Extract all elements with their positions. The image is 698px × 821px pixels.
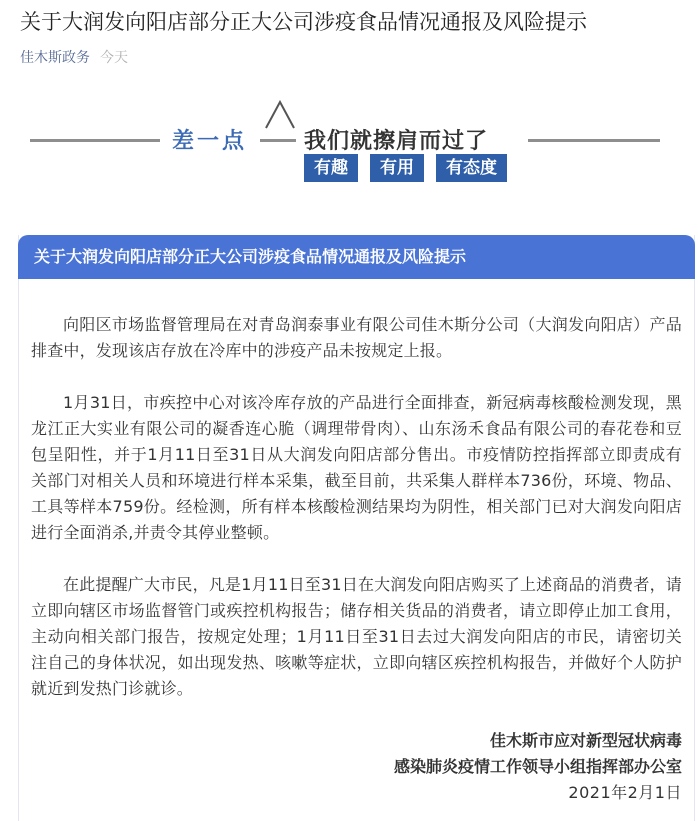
notice-paragraph-3: 在此提醒广大市民，凡是1月11日至31日在大润发向阳店购买了上述商品的消费者，请立即向辖区市场监督管门或疾控机构报告；储存相关货品的消费者，请立即停止加工食用，主动向相关部门报告，按规定处理；1月11日至31日去过大润发向阳店的市民，请密切关注自己的身体状况，如出现发热、咳嗽等症状，立即向辖区疾控机构报告，并做好个人防护就近到发热门诊就诊。	[31, 575, 682, 698]
signature-date: 2021年2月1日	[568, 783, 682, 802]
banner-tags	[304, 154, 519, 182]
banner-tag-attitude: 有态度	[436, 154, 507, 182]
banner-image	[0, 90, 698, 200]
account-name-link[interactable]: 佳木斯政务	[20, 50, 90, 66]
banner-left-line	[30, 139, 160, 142]
banner-slogan-part1: 差一点	[172, 129, 248, 154]
notice-paragraph-1: 向阳区市场监督管理局在对青岛润泰事业有限公司佳木斯分公司（大润发向阳店）产品排查中，发现该店存放在冷库中的涉疫产品未按规定上报。	[31, 315, 682, 360]
notice-signature	[31, 728, 682, 806]
article-meta	[20, 49, 128, 67]
caret-up-icon	[264, 98, 296, 132]
notice-body	[19, 279, 694, 806]
notice-header: 关于大润发向阳店部分正大公司涉疫食品情况通报及风险提示	[18, 235, 695, 279]
signature-line-2: 感染肺炎疫情工作领导小组指挥部办公室	[393, 757, 682, 776]
banner-tag-fun: 有趣	[304, 154, 358, 182]
banner-tag-useful: 有用	[370, 154, 424, 182]
banner-right-line	[528, 139, 660, 142]
article-title: 关于大润发向阳店部分正大公司涉疫食品情况通报及风险提示	[20, 10, 587, 34]
notice-card	[18, 235, 695, 821]
banner-slogan-part2: 我们就擦肩而过了	[304, 129, 489, 154]
banner-mid-line	[260, 139, 296, 142]
notice-paragraph-2: 1月31日，市疾控中心对该冷库存放的产品进行全面排查，新冠病毒核酸检测发现，黑龙江正大实业有限公司的凝香连心脆（调理带骨肉）、山东汤禾食品有限公司的春花卷和豆包呈阳性，并于1月11日至31日从大润发向阳店部分售出。市疫情防控指挥部立即责成有关部门对相关人员和环境进行样本采集，截至目前，共采集人群样本736份，环境、物品、工具等样本759份。经检测，所有样本核酸检测结果均为阴性，相关部门已对大润发向阳店进行全面消杀,并责令其停业整顿。	[31, 393, 682, 542]
signature-line-1: 佳木斯市应对新型冠状病毒	[489, 731, 682, 750]
publish-time: 今天	[100, 50, 128, 66]
